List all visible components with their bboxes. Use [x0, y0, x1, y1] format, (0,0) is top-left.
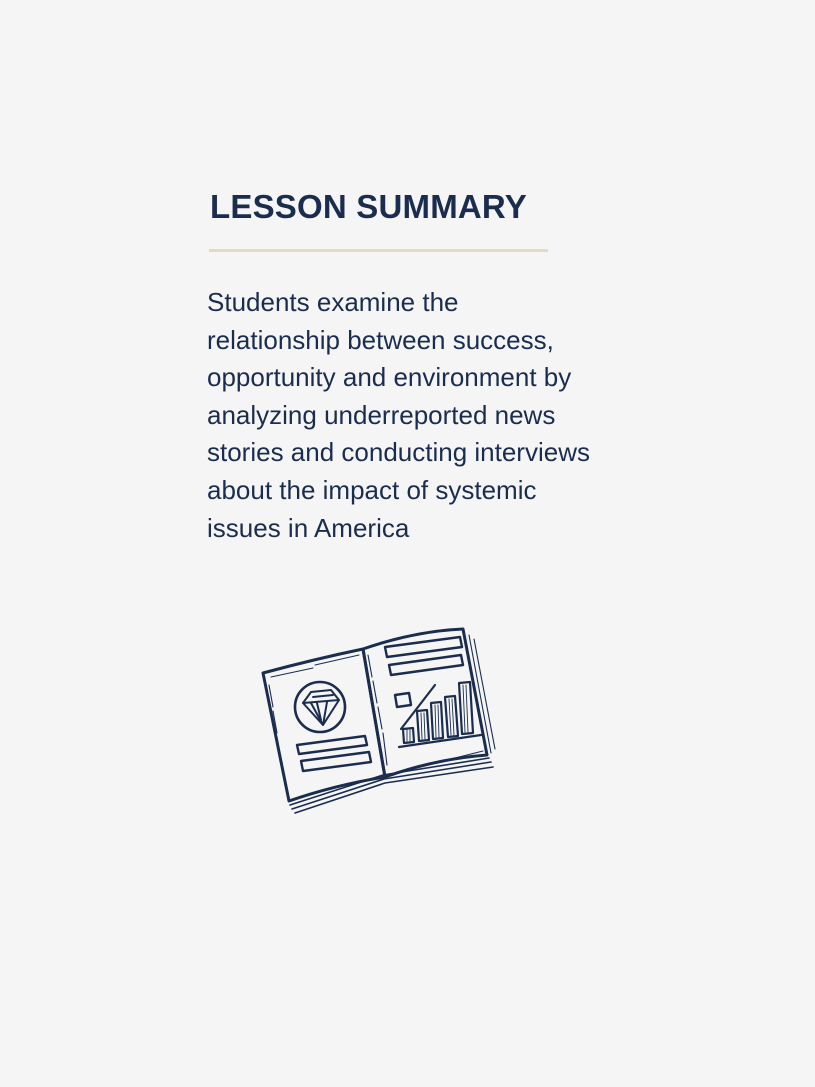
bar-chart-icon	[399, 682, 481, 747]
summary-line: stories and conducting interviews	[207, 437, 590, 468]
chart-bar	[417, 710, 429, 741]
diamond-icon	[303, 690, 339, 725]
diamond-emblem	[295, 682, 345, 732]
summary-line: issues in America	[207, 512, 410, 543]
left-text-box-2	[301, 752, 371, 771]
summary-line: about the impact of systemic	[207, 474, 537, 505]
page-title: LESSON SUMMARY	[210, 188, 527, 225]
right-small-box	[395, 693, 411, 707]
chart-baseline	[399, 735, 481, 747]
summary-text	[207, 284, 617, 547]
page-stack-lines	[290, 758, 493, 813]
summary-line: analyzing underreported news	[207, 399, 556, 430]
summary-line: opportunity and environment by	[207, 362, 572, 393]
summary-line: relationship between success,	[207, 324, 554, 355]
chart-bar	[431, 702, 443, 739]
title-underline	[209, 249, 548, 252]
right-header-box-2	[389, 655, 463, 675]
left-text-box-1	[297, 736, 367, 754]
summary-line: Students examine the	[207, 287, 459, 317]
chart-bar	[403, 728, 414, 743]
chart-bar	[445, 696, 458, 737]
open-magazine-illustration	[255, 625, 500, 820]
